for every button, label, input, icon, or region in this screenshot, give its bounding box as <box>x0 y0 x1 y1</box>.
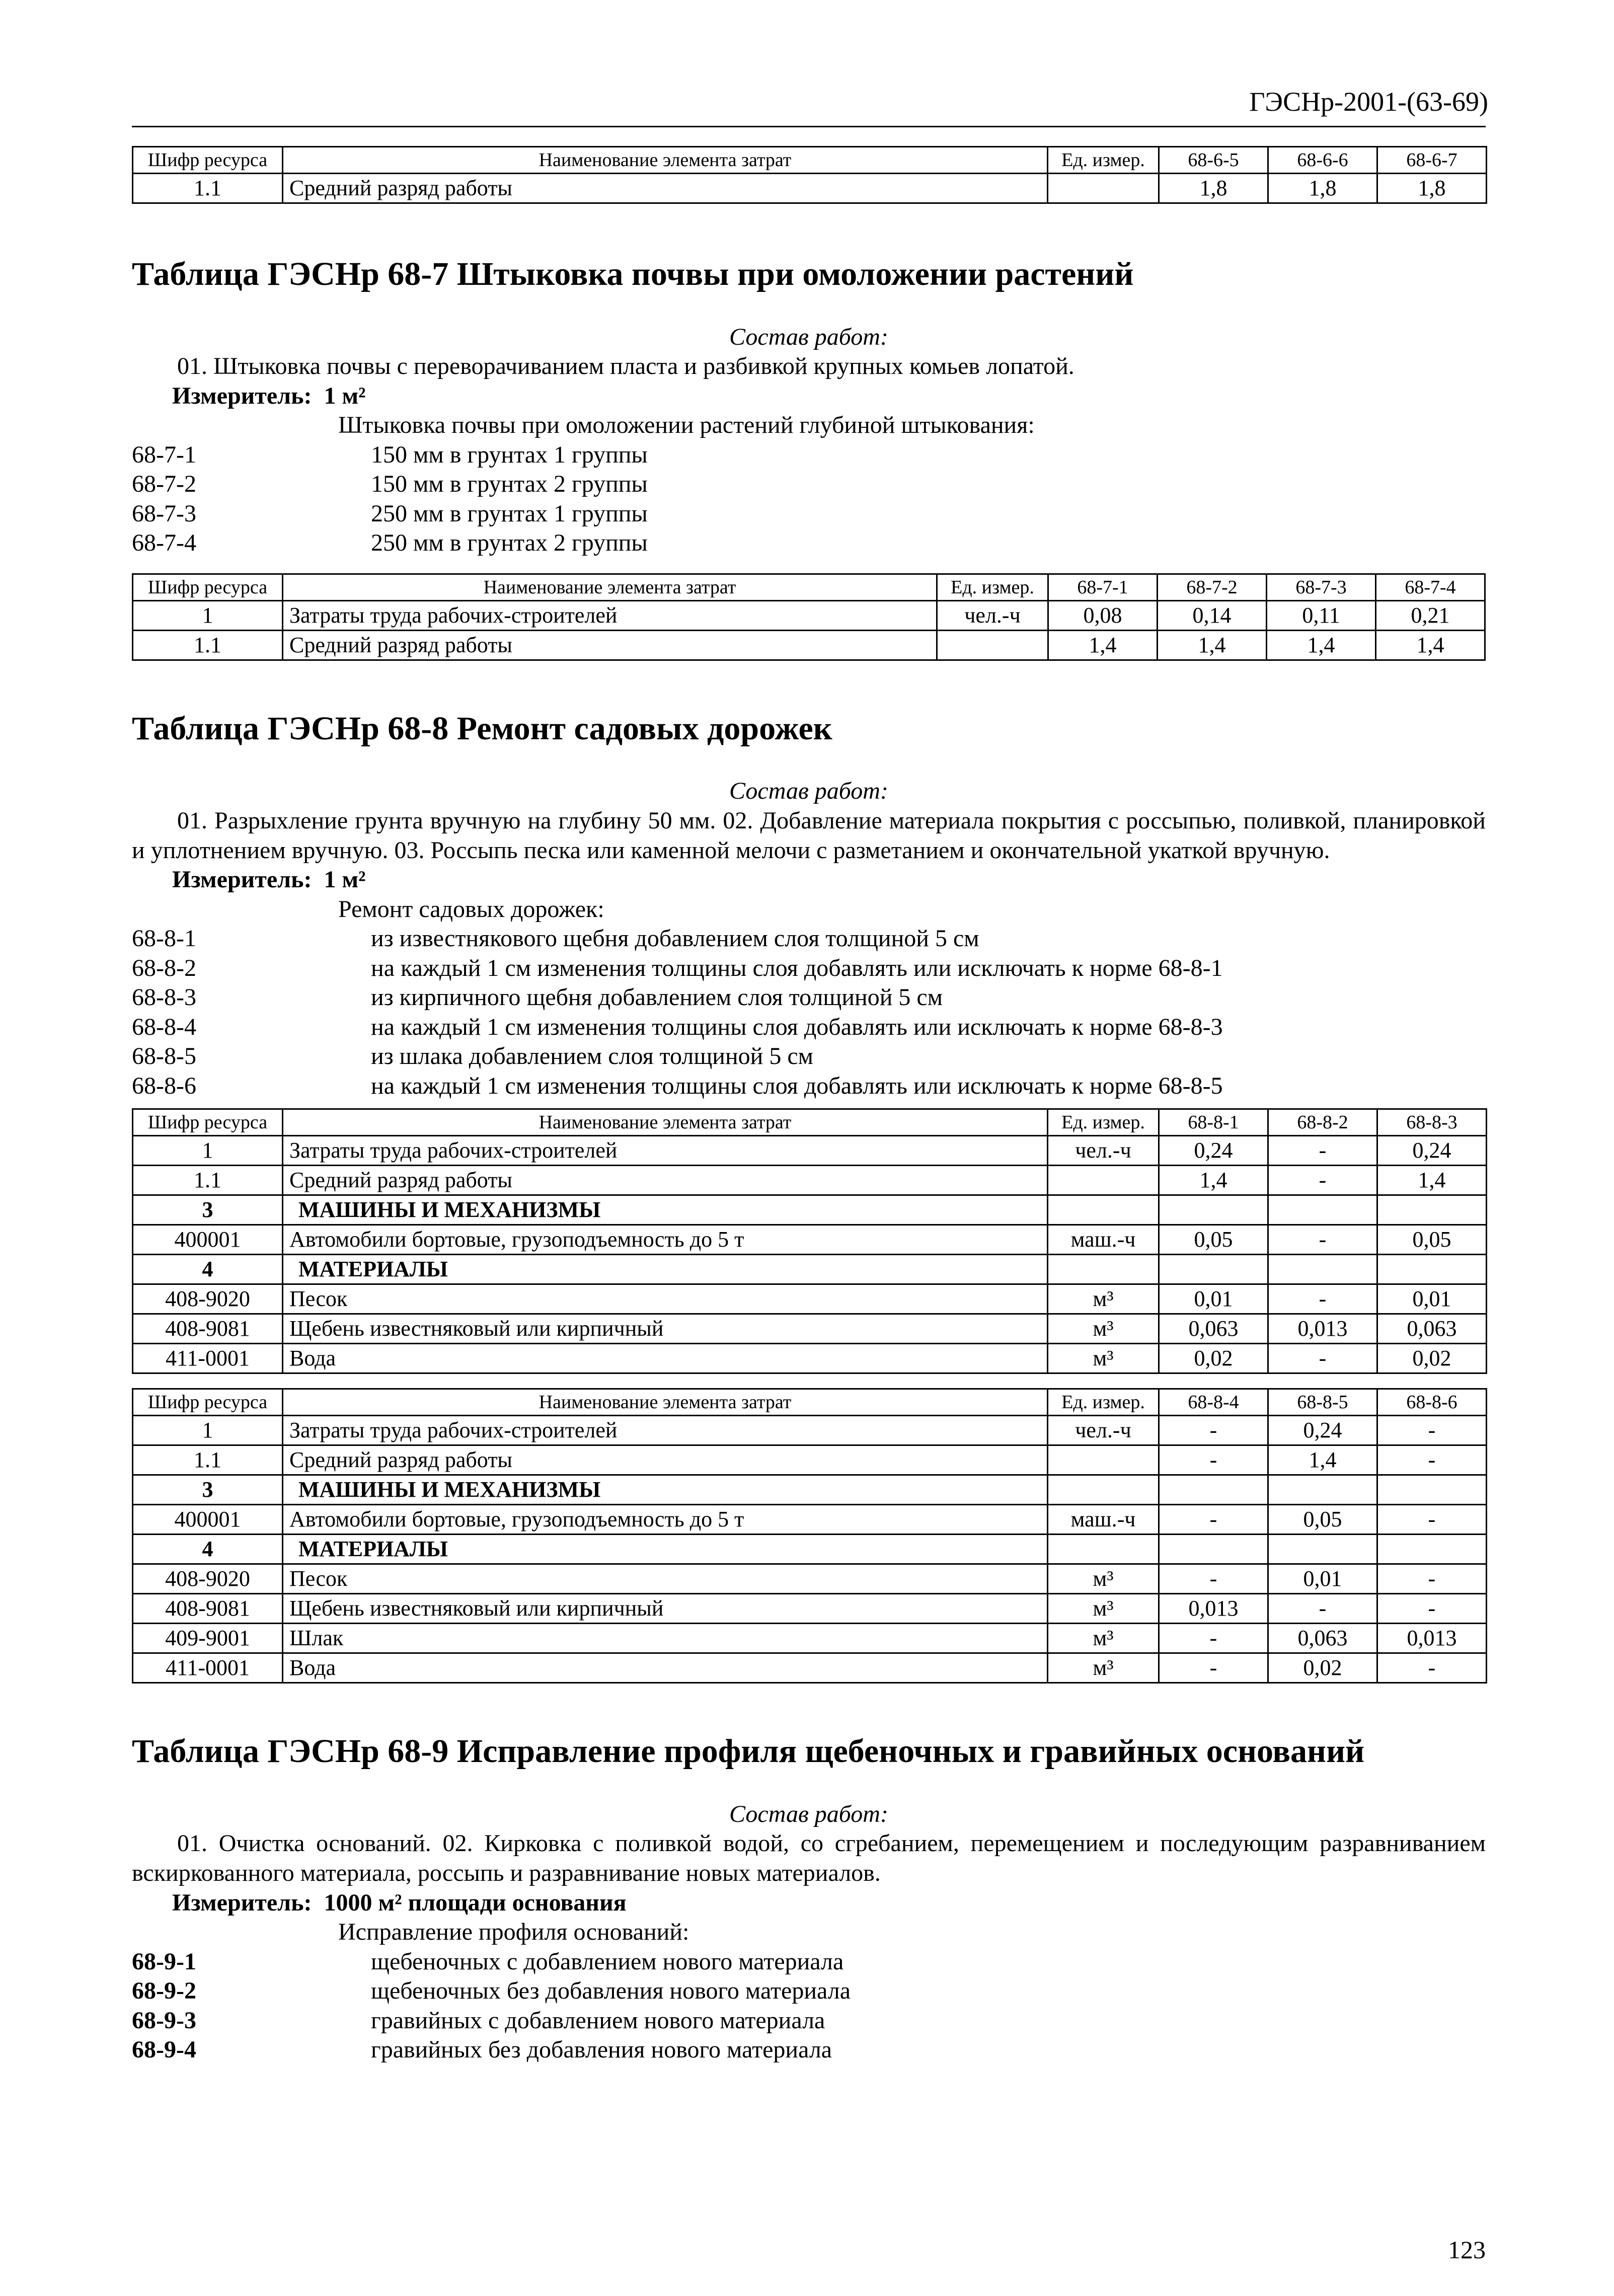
cell-value: 0,01 <box>1268 1564 1377 1594</box>
cell-value: 1,4 <box>1159 1166 1268 1195</box>
header-col: 68-8-6 <box>1377 1389 1487 1416</box>
work-description: 01. Разрыхление грунта вручную на глубину 50 мм. 02. Добавление материала покрытия с россыпью, поливкой, планировкой и уплотнением вручную. 03. Россыпь песка или каменной мелочи с разметанием и окончательной укаткой вручную. <box>132 807 1486 864</box>
table-row <box>133 1594 1487 1624</box>
cell-value: - <box>1159 1624 1268 1653</box>
cell-code: 1.1 <box>133 174 283 203</box>
cell-value <box>1159 1475 1268 1505</box>
cell-unit: чел.-ч <box>937 600 1048 630</box>
section-title-68-9: Таблица ГЭСНр 68-9 Исправление профиля щебеночных и гравийных оснований <box>132 1733 1365 1770</box>
item-code: 68-7-3 <box>132 500 196 527</box>
cell-code: 3 <box>133 1195 283 1225</box>
cell-name: МАТЕРИАЛЫ <box>283 1535 1048 1564</box>
cell-value <box>1268 1535 1377 1564</box>
cell-value: - <box>1268 1284 1377 1314</box>
cell-code: 408-9081 <box>133 1594 283 1624</box>
cell-unit: м³ <box>1048 1284 1159 1314</box>
table-row <box>133 600 1485 630</box>
item-text: гравийных с добавлением нового материала <box>371 2007 825 2034</box>
measure-line <box>172 865 1486 895</box>
table-row <box>133 1225 1487 1255</box>
cell-value: - <box>1268 1225 1377 1255</box>
table-section-row <box>133 1535 1487 1564</box>
cell-name: Автомобили бортовые, грузоподъемность до 5 т <box>283 1225 1048 1255</box>
item-code: 68-8-2 <box>132 954 196 981</box>
item-code: 68-8-6 <box>132 1072 196 1099</box>
cell-value <box>1377 1535 1487 1564</box>
cell-value <box>1377 1255 1487 1284</box>
header-cost-element: Наименование элемента затрат <box>283 1109 1048 1136</box>
header-col: 68-8-1 <box>1159 1109 1268 1136</box>
list-item <box>132 2035 1486 2065</box>
measure-line <box>172 1888 1486 1918</box>
item-text: 150 мм в грунтах 2 группы <box>371 471 648 498</box>
list-item <box>132 2006 1486 2036</box>
table-row <box>133 1564 1487 1594</box>
cell-value: 0,14 <box>1158 600 1267 630</box>
cell-value: - <box>1268 1136 1377 1166</box>
item-text: 250 мм в грунтах 1 группы <box>371 500 648 527</box>
cell-unit: чел.-ч <box>1048 1136 1159 1166</box>
cell-code: 1.1 <box>133 630 283 660</box>
cell-code: 411-0001 <box>133 1344 283 1373</box>
header-col: 68-8-5 <box>1268 1389 1377 1416</box>
cell-value: 0,063 <box>1159 1314 1268 1344</box>
item-text: гравийных без добавления нового материала <box>371 2036 832 2063</box>
cell-value <box>1377 1195 1487 1225</box>
table-row <box>133 1136 1487 1166</box>
list-item <box>132 470 1486 499</box>
cell-value: 0,11 <box>1267 600 1376 630</box>
table-row <box>133 1344 1487 1373</box>
cell-value: 1,4 <box>1268 1445 1377 1475</box>
table-header-row <box>133 1389 1487 1416</box>
table-row <box>133 174 1487 203</box>
cell-value <box>1268 1195 1377 1225</box>
items-list-68-7 <box>132 440 1486 558</box>
cell-name: Средний разряд работы <box>283 630 937 660</box>
cell-value: 0,013 <box>1268 1314 1377 1344</box>
cell-unit <box>1048 1255 1159 1284</box>
cell-value: 0,063 <box>1268 1624 1377 1653</box>
item-code: 68-9-4 <box>132 2036 196 2063</box>
measure-value: 1 м² <box>324 382 366 409</box>
item-text: щебеночных без добавления нового материала <box>371 1977 851 2005</box>
table-68-8-a <box>132 1108 1487 1374</box>
cell-value: - <box>1377 1594 1487 1624</box>
cell-value: - <box>1377 1653 1487 1683</box>
item-text: из известнякового щебня добавлением слоя толщиной 5 см <box>371 925 979 952</box>
table-row <box>133 630 1485 660</box>
table-row <box>133 1505 1487 1535</box>
list-item <box>132 924 1486 954</box>
cell-code: 1 <box>133 600 283 630</box>
header-col: 68-8-2 <box>1268 1109 1377 1136</box>
cell-value: 0,24 <box>1268 1416 1377 1445</box>
header-cost-element: Наименование элемента затрат <box>283 147 1048 174</box>
measure-value: 1 м² <box>324 866 366 893</box>
cell-value <box>1268 1475 1377 1505</box>
cell-code: 1.1 <box>133 1445 283 1475</box>
cell-value: 0,05 <box>1268 1505 1377 1535</box>
cell-value: 0,063 <box>1377 1314 1487 1344</box>
cell-value: - <box>1159 1653 1268 1683</box>
header-cost-element: Наименование элемента затрат <box>283 574 937 600</box>
item-code: 68-8-4 <box>132 1013 196 1040</box>
document-code: ГЭСНр-2001-(63-69) <box>1249 87 1488 117</box>
item-code: 68-9-2 <box>132 1977 196 2005</box>
cell-code: 1 <box>133 1416 283 1445</box>
header-resource-code: Шифр ресурса <box>133 1109 283 1136</box>
items-list-68-9 <box>132 1947 1486 2065</box>
item-code: 68-7-2 <box>132 471 196 498</box>
table-row <box>133 1166 1487 1195</box>
header-col: 68-6-6 <box>1268 147 1377 174</box>
cell-code: 400001 <box>133 1505 283 1535</box>
items-intro: Исправление профиля оснований: <box>338 1919 689 1946</box>
cell-name: Средний разряд работы <box>283 1445 1048 1475</box>
cell-unit: м³ <box>1048 1624 1159 1653</box>
work-description: 01. Очистка оснований. 02. Кирковка с поливкой водой, со сгребанием, перемещением и последующим разравниванием вскиркованного материала, россыпь и разравнивание новых материалов. <box>132 1830 1486 1887</box>
composition-label: Состав работ: <box>729 1800 888 1827</box>
cell-value: 0,02 <box>1377 1344 1487 1373</box>
cell-name: Средний разряд работы <box>283 1166 1048 1195</box>
items-intro: Штыковка почвы при омоложении растений глубиной штыкования: <box>338 412 1035 439</box>
list-item <box>132 528 1486 558</box>
cell-value <box>1268 1255 1377 1284</box>
list-item <box>132 1013 1486 1042</box>
cell-unit: м³ <box>1048 1594 1159 1624</box>
cell-name: Щебень известняковый или кирпичный <box>283 1594 1048 1624</box>
cell-code: 400001 <box>133 1225 283 1255</box>
cell-unit: чел.-ч <box>1048 1416 1159 1445</box>
cell-name: Средний разряд работы <box>283 174 1048 203</box>
table-header-row <box>133 574 1485 600</box>
table-section-row <box>133 1255 1487 1284</box>
header-unit: Ед. измер. <box>1048 1109 1159 1136</box>
cell-unit: маш.-ч <box>1048 1505 1159 1535</box>
cell-value: - <box>1159 1564 1268 1594</box>
cell-value: - <box>1377 1564 1487 1594</box>
cell-code: 408-9020 <box>133 1564 283 1594</box>
item-code: 68-9-3 <box>132 2007 196 2034</box>
cell-unit <box>937 630 1048 660</box>
header-col: 68-8-3 <box>1377 1109 1487 1136</box>
cell-value: 1,4 <box>1377 1166 1487 1195</box>
item-code: 68-8-1 <box>132 925 196 952</box>
cell-name: Затраты труда рабочих-строителей <box>283 1416 1048 1445</box>
cell-name: МАШИНЫ И МЕХАНИЗМЫ <box>283 1475 1048 1505</box>
item-text: из кирпичного щебня добавлением слоя толщиной 5 см <box>371 984 943 1011</box>
cell-value: 1,4 <box>1267 630 1376 660</box>
item-text: щебеночных с добавлением нового материала <box>371 1948 844 1975</box>
item-code: 68-9-1 <box>132 1948 196 1975</box>
item-code: 68-7-4 <box>132 529 196 557</box>
cell-code: 4 <box>133 1535 283 1564</box>
cell-name: Шлак <box>283 1624 1048 1653</box>
items-intro: Ремонт садовых дорожек: <box>338 895 604 923</box>
cell-value: - <box>1159 1445 1268 1475</box>
cell-value: - <box>1377 1505 1487 1535</box>
header-col: 68-6-5 <box>1159 147 1268 174</box>
cell-name: Затраты труда рабочих-строителей <box>283 1136 1048 1166</box>
cell-value: 0,05 <box>1159 1225 1268 1255</box>
cell-code: 411-0001 <box>133 1653 283 1683</box>
cell-code: 408-9081 <box>133 1314 283 1344</box>
header-col: 68-7-4 <box>1376 574 1485 600</box>
cell-value: - <box>1268 1594 1377 1624</box>
item-text: 250 мм в грунтах 2 группы <box>371 529 648 557</box>
measure-label: Измеритель: <box>172 866 312 893</box>
measure-line <box>172 381 1486 411</box>
measure-value: 1000 м² площади основания <box>324 1889 627 1916</box>
header-resource-code: Шифр ресурса <box>133 1389 283 1416</box>
cell-unit <box>1048 1166 1159 1195</box>
item-text: на каждый 1 см изменения толщины слоя добавлять или исключать к норме 68-8-3 <box>371 1013 1223 1040</box>
cell-value: 1,8 <box>1377 174 1487 203</box>
cell-value: 1,8 <box>1268 174 1377 203</box>
cell-code: 3 <box>133 1475 283 1505</box>
header-cost-element: Наименование элемента затрат <box>283 1389 1048 1416</box>
cell-name: Вода <box>283 1653 1048 1683</box>
cell-value: 0,21 <box>1376 600 1485 630</box>
header-col: 68-7-3 <box>1267 574 1376 600</box>
header-rule <box>132 126 1486 127</box>
item-text: на каждый 1 см изменения толщины слоя добавлять или исключать к норме 68-8-5 <box>371 1072 1223 1099</box>
item-code: 68-8-3 <box>132 984 196 1011</box>
table-row <box>133 1416 1487 1445</box>
cell-unit <box>1048 1475 1159 1505</box>
cell-value: 0,24 <box>1159 1136 1268 1166</box>
cell-name: МАШИНЫ И МЕХАНИЗМЫ <box>283 1195 1048 1225</box>
table-68-8-b <box>132 1388 1487 1683</box>
item-code: 68-8-5 <box>132 1043 196 1070</box>
cell-value: 0,24 <box>1377 1136 1487 1166</box>
cell-value: 0,05 <box>1377 1225 1487 1255</box>
table-header-row <box>133 1109 1487 1136</box>
item-text: на каждый 1 см изменения толщины слоя добавлять или исключать к норме 68-8-1 <box>371 954 1223 981</box>
page-content <box>132 146 1486 2065</box>
header-unit: Ед. измер. <box>1048 1389 1159 1416</box>
cell-code: 1 <box>133 1136 283 1166</box>
cell-unit: м³ <box>1048 1314 1159 1344</box>
table-header-row <box>133 147 1487 174</box>
item-text: из шлака добавлением слоя толщиной 5 см <box>371 1043 814 1070</box>
header-resource-code: Шифр ресурса <box>133 147 283 174</box>
cell-value: 1,4 <box>1376 630 1485 660</box>
table-row <box>133 1624 1487 1653</box>
cell-unit: маш.-ч <box>1048 1225 1159 1255</box>
cell-name: МАТЕРИАЛЫ <box>283 1255 1048 1284</box>
cell-unit: м³ <box>1048 1653 1159 1683</box>
composition-label: Состав работ: <box>729 778 888 805</box>
table-section-row <box>133 1475 1487 1505</box>
cell-value: 1,8 <box>1159 174 1268 203</box>
item-text: 150 мм в грунтах 1 группы <box>371 441 648 468</box>
page-number: 123 <box>1448 2236 1486 2264</box>
header-col: 68-6-7 <box>1377 147 1487 174</box>
cell-value: 0,013 <box>1159 1594 1268 1624</box>
measure-label: Измеритель: <box>172 1889 312 1916</box>
table-row <box>133 1445 1487 1475</box>
cell-name: Песок <box>283 1564 1048 1594</box>
table-68-6-tail <box>132 146 1487 204</box>
measure-label: Измеритель: <box>172 382 312 409</box>
cell-value <box>1159 1195 1268 1225</box>
cell-value: - <box>1377 1416 1487 1445</box>
cell-value: - <box>1159 1505 1268 1535</box>
cell-unit <box>1048 1445 1159 1475</box>
table-section-row <box>133 1195 1487 1225</box>
cell-value: - <box>1268 1344 1377 1373</box>
cell-name: Затраты труда рабочих-строителей <box>283 600 937 630</box>
header-unit: Ед. измер. <box>1048 147 1159 174</box>
section-title-68-8: Таблица ГЭСНр 68-8 Ремонт садовых дорожек <box>132 710 832 747</box>
header-col: 68-8-4 <box>1159 1389 1268 1416</box>
work-description: 01. Штыковка почвы с переворачиванием пласта и разбивкой крупных комьев лопатой. <box>177 353 1074 380</box>
cell-value <box>1377 1475 1487 1505</box>
cell-value: 1,4 <box>1158 630 1267 660</box>
header-col: 68-7-1 <box>1048 574 1158 600</box>
table-row <box>133 1314 1487 1344</box>
cell-value <box>1159 1535 1268 1564</box>
cell-unit: м³ <box>1048 1564 1159 1594</box>
header-col: 68-7-2 <box>1158 574 1267 600</box>
section-title-68-7: Таблица ГЭСНр 68-7 Штыковка почвы при омоложении растений <box>132 256 1134 292</box>
cell-code: 4 <box>133 1255 283 1284</box>
list-item <box>132 954 1486 983</box>
table-68-7 <box>132 573 1486 661</box>
cell-value: 0,01 <box>1377 1284 1487 1314</box>
cell-unit <box>1048 1535 1159 1564</box>
table-row <box>133 1284 1487 1314</box>
cell-code: 1.1 <box>133 1166 283 1195</box>
list-item <box>132 1042 1486 1072</box>
list-item <box>132 983 1486 1013</box>
cell-value: - <box>1159 1416 1268 1445</box>
cell-name: Щебень известняковый или кирпичный <box>283 1314 1048 1344</box>
list-item <box>132 1976 1486 2006</box>
table-row <box>133 1653 1487 1683</box>
cell-unit: м³ <box>1048 1344 1159 1373</box>
list-item <box>132 1072 1486 1101</box>
list-item <box>132 1947 1486 1977</box>
cell-value: 0,013 <box>1377 1624 1487 1653</box>
items-list-68-8 <box>132 924 1486 1101</box>
header-unit: Ед. измер. <box>937 574 1048 600</box>
cell-value: 0,01 <box>1159 1284 1268 1314</box>
cell-value: - <box>1268 1166 1377 1195</box>
cell-value <box>1159 1255 1268 1284</box>
cell-code: 408-9020 <box>133 1284 283 1314</box>
cell-value: - <box>1377 1445 1487 1475</box>
list-item <box>132 499 1486 529</box>
list-item <box>132 440 1486 470</box>
cell-value: 0,08 <box>1048 600 1158 630</box>
cell-name: Песок <box>283 1284 1048 1314</box>
cell-unit <box>1048 174 1159 203</box>
cell-value: 1,4 <box>1048 630 1158 660</box>
cell-value: 0,02 <box>1159 1344 1268 1373</box>
cell-value: 0,02 <box>1268 1653 1377 1683</box>
composition-label: Состав работ: <box>729 323 888 350</box>
cell-code: 409-9001 <box>133 1624 283 1653</box>
cell-unit <box>1048 1195 1159 1225</box>
cell-name: Автомобили бортовые, грузоподъемность до 5 т <box>283 1505 1048 1535</box>
header-resource-code: Шифр ресурса <box>133 574 283 600</box>
cell-name: Вода <box>283 1344 1048 1373</box>
item-code: 68-7-1 <box>132 441 196 468</box>
